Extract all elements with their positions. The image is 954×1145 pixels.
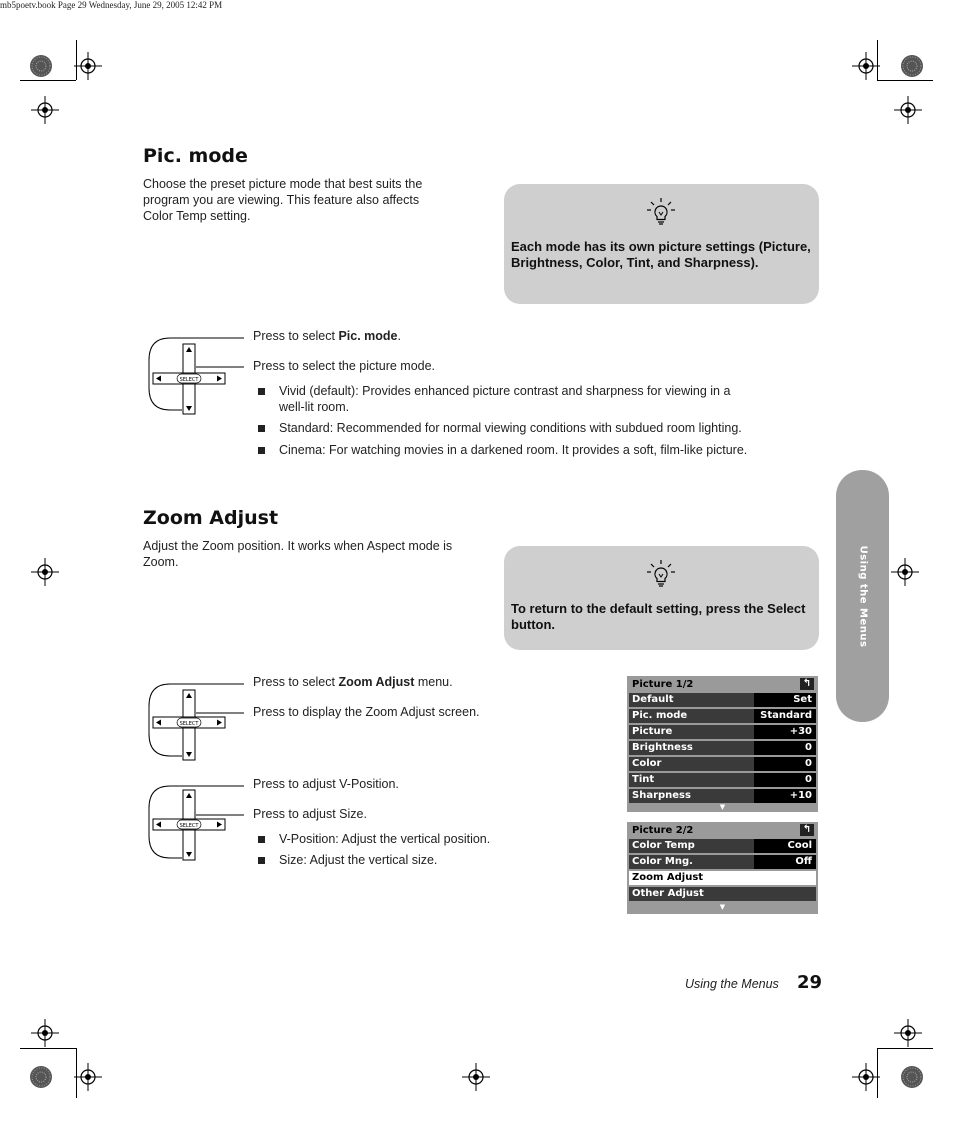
bullet-icon: [258, 857, 265, 864]
osd-menu-page-1: [627, 676, 818, 812]
menu-row-default[interactable]: Default Set: [629, 693, 816, 707]
zoom-adjust-intro: Adjust the Zoom position. It works when Aspect mode is Zoom.: [143, 539, 453, 569]
zoom-press-vpos: Press to adjust V-Position.: [253, 777, 399, 791]
select-pad-icon: [146, 784, 246, 866]
menu-row-color-mng[interactable]: Color Mng. Off: [629, 855, 816, 869]
zoom-press-display: Press to display the Zoom Adjust screen.: [253, 705, 480, 719]
page-number: 29: [797, 972, 823, 993]
pic-mode-press-select: Press to select Pic. mode.: [253, 329, 401, 343]
bullet-icon: [258, 447, 265, 454]
scroll-down-icon[interactable]: ▼: [719, 903, 726, 911]
menu-row-other-adjust[interactable]: Other Adjust: [629, 887, 816, 901]
pad-label: SELECT: [179, 721, 199, 727]
select-pad-icon: [146, 336, 246, 418]
menu-row-zoom-adjust[interactable]: Zoom Adjust: [629, 871, 816, 885]
menu-row-color-temp[interactable]: Color Temp Cool: [629, 839, 816, 853]
menu-row-color[interactable]: Color 0: [629, 757, 816, 771]
menu-row-tint[interactable]: Tint 0: [629, 773, 816, 787]
pad-label: SELECT: [179, 377, 199, 383]
zoom-press-size: Press to adjust Size.: [253, 807, 367, 821]
bullet-icon: [258, 836, 265, 843]
zoom-press-select: Press to select Zoom Adjust menu.: [253, 675, 453, 689]
menu-row-picture[interactable]: Picture +30: [629, 725, 816, 739]
pic-mode-intro: Choose the preset picture mode that best suits the program you are viewing. This feature also affects Color Temp setting.: [143, 177, 423, 223]
tip-text: To return to the default setting, press the Select button.: [511, 601, 806, 632]
pic-mode-heading: Pic. mode: [143, 145, 248, 167]
menu-row-pic-mode[interactable]: Pic. mode Standard: [629, 709, 816, 723]
lightbulb-icon: [645, 196, 677, 228]
back-arrow-icon[interactable]: ↰: [800, 678, 814, 690]
menu-row-brightness[interactable]: Brightness 0: [629, 741, 816, 755]
bullet-icon: [258, 388, 265, 395]
file-info-header: mb5poetv.book Page 29 Wednesday, June 29, 2005 12:42 PM: [0, 0, 223, 10]
menu-title: Picture 2/2 ↰: [627, 822, 818, 838]
side-tab-label: Using the Menus: [857, 545, 869, 647]
footer-section: Using the Menus: [685, 977, 779, 991]
pic-mode-press-mode: Press to select the picture mode.: [253, 359, 436, 373]
scroll-down-icon[interactable]: ▼: [719, 803, 726, 811]
pad-label: SELECT: [179, 823, 199, 829]
osd-menu-page-2: [627, 822, 818, 914]
bullet-icon: [258, 425, 265, 432]
back-arrow-icon[interactable]: ↰: [800, 824, 814, 836]
select-pad-icon: [146, 682, 246, 764]
menu-row-sharpness[interactable]: Sharpness +10: [629, 789, 816, 803]
tip-text: Each mode has its own picture settings (Picture, Brightness, Color, Tint, and Sharpness).: [511, 239, 811, 270]
lightbulb-icon: [645, 558, 677, 590]
menu-title: Picture 1/2 ↰: [627, 676, 818, 692]
zoom-adjust-heading: Zoom Adjust: [143, 507, 279, 529]
